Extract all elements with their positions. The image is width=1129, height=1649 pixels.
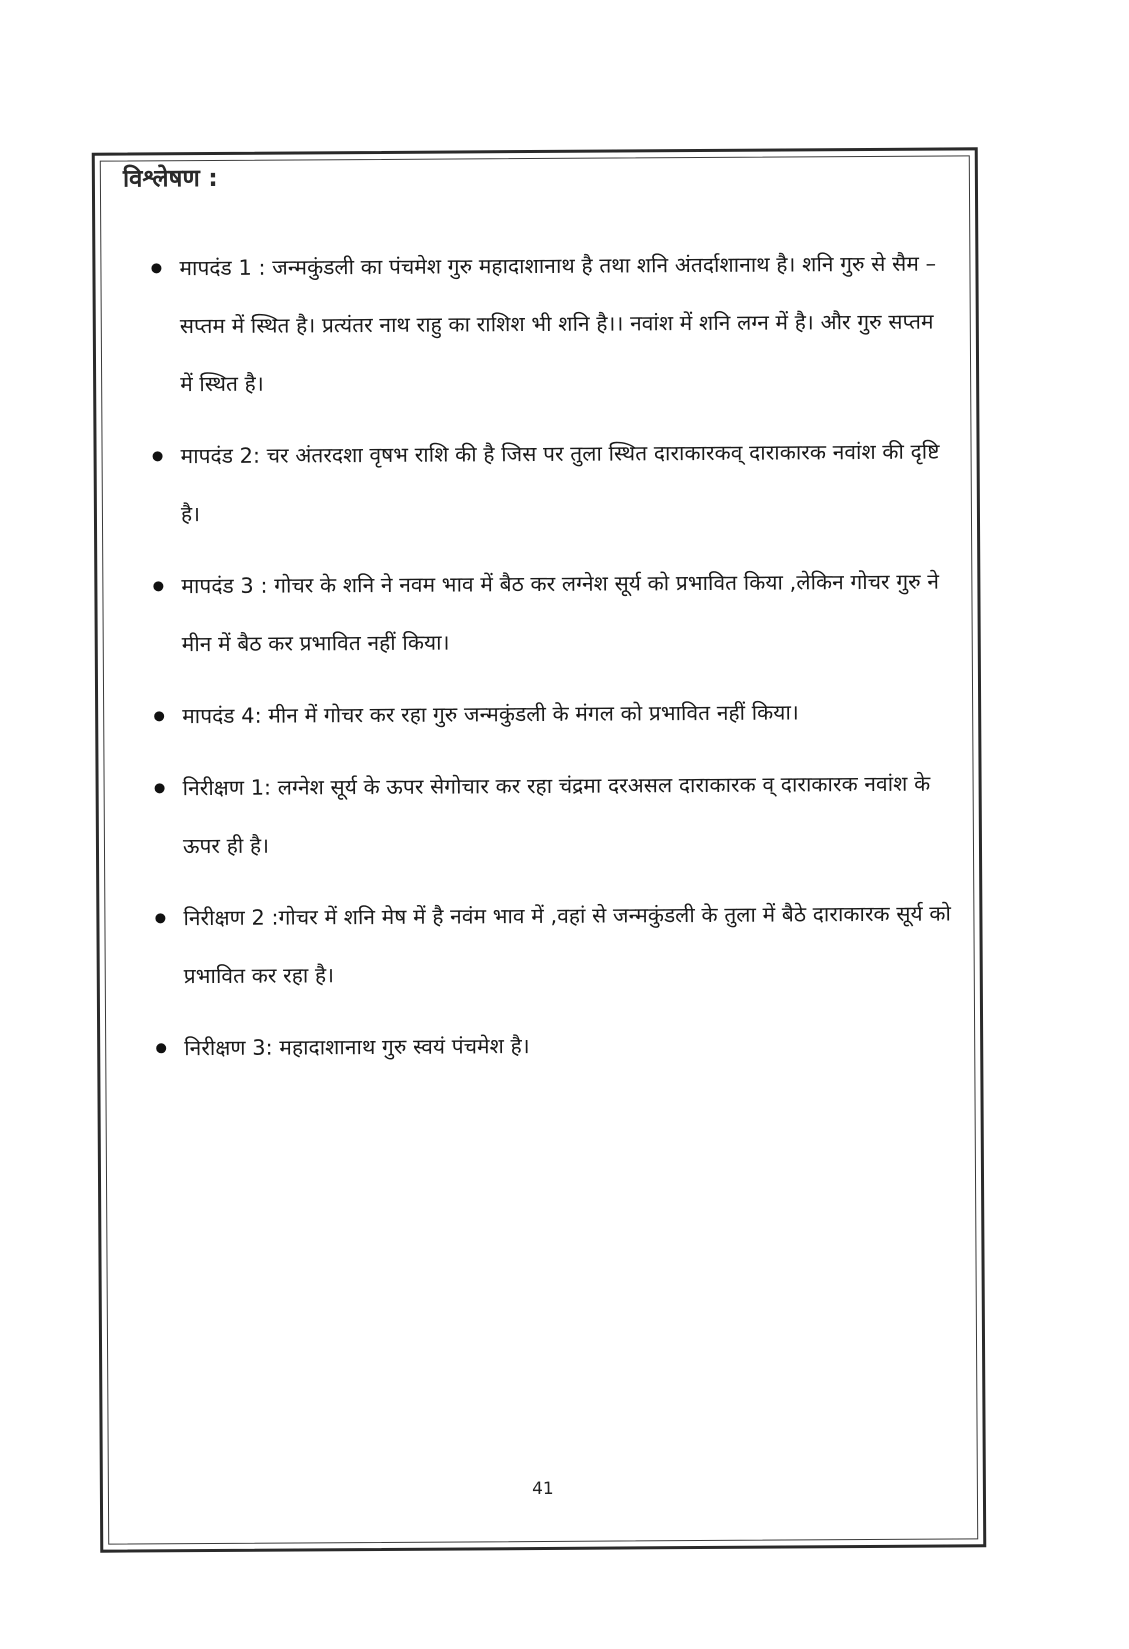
- bullet-icon: [151, 263, 161, 273]
- list-item-text: मापदंड 3 : गोचर के शनि ने नवम भाव में बैठ कर लग्नेश सूर्य को प्रभावित किया ,लेकिन गोचर गुरु ने मीन में बैठ कर प्रभावित नहीं किया।: [181, 569, 940, 657]
- page-frame: [92, 147, 987, 1552]
- bullet-icon: [156, 1043, 166, 1053]
- section-heading: विश्लेषण :: [122, 163, 218, 193]
- list-item-text: मापदंड 2: चर अंतरदशा वृषभ राशि की है जिस पर तुला स्थित दाराकारकव् दाराकारक नवांश की दृष्टि है।: [180, 439, 940, 527]
- bullet-icon: [155, 913, 165, 923]
- list-item-text: निरीक्षण 3: महादाशानाथ गुरु स्वयं पंचमेश है।: [184, 1034, 530, 1061]
- list-item-text: निरीक्षण 2 :गोचर में शनि मेष में है नवंम भाव में ,वहां से जन्मकुंडली के तुला में बैठे दाराकारक सूर्य को प्रभावित कर रहा है।: [183, 901, 951, 989]
- list-item: [148, 422, 949, 543]
- list-item-text: निरीक्षण 1: लग्नेश सूर्य के ऊपर सेगोचार कर रहा चंद्रमा दरअसल दाराकारक व् दाराकारक नवांश के ऊपर ही है।: [182, 771, 931, 859]
- bullet-icon: [153, 581, 163, 591]
- list-item: [151, 884, 952, 1005]
- list-item-text: मापदंड 1 : जन्मकुंडली का पंचमेश गुरु महादाशानाथ है तथा शनि अंतर्दाशानाथ है। शनि गुरु से सैम –सप्तम में स्थित है। प्रत्यंतर नाथ राहु का राशिश भी शनि है।। नवांश में शनि लग्न में है। और गुरु सप्तम में स्थित है।: [179, 251, 937, 397]
- bullet-icon: [154, 711, 164, 721]
- bullet-icon: [155, 783, 165, 793]
- list-item: [147, 234, 948, 413]
- list-item: [152, 1014, 952, 1077]
- bullet-icon: [153, 451, 163, 461]
- analysis-bullet-list: [147, 234, 952, 1091]
- list-item: [150, 754, 951, 875]
- list-item-text: मापदंड 4: मीन में गोचर कर रहा गुरु जन्मकुंडली के मंगल को प्रभावित नहीं किया।: [182, 700, 799, 729]
- page-number: 41: [532, 1478, 554, 1500]
- list-item: [149, 552, 950, 673]
- list-item: [150, 682, 950, 745]
